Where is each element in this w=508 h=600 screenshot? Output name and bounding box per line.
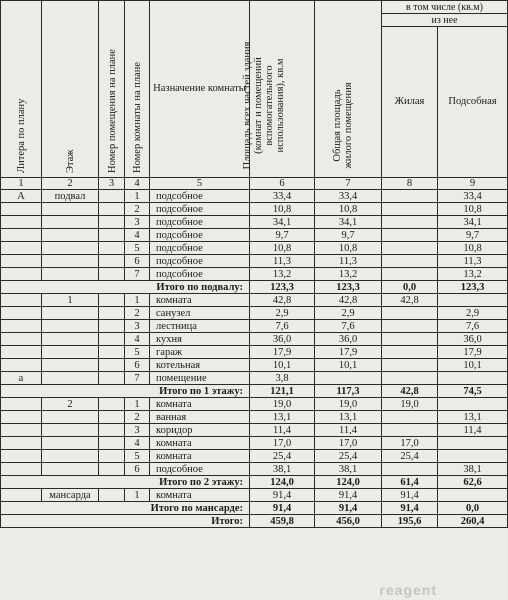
table-row bbox=[1, 255, 508, 268]
cell-literal bbox=[1, 203, 42, 216]
cell-living-total: 19,0 bbox=[315, 398, 382, 411]
cell-purpose: комната bbox=[150, 437, 250, 450]
cell-total-area: 10,1 bbox=[250, 359, 315, 372]
table-row bbox=[1, 216, 508, 229]
cell-room-number: 6 bbox=[125, 463, 150, 476]
total-label: Итого по 2 этажу: bbox=[1, 476, 250, 489]
cell-literal bbox=[1, 359, 42, 372]
total-a6: 459,8 bbox=[250, 515, 315, 528]
total-a8: 195,6 bbox=[382, 515, 438, 528]
cell-literal bbox=[1, 450, 42, 463]
cell-room-number: 5 bbox=[125, 346, 150, 359]
total-a8: 61,4 bbox=[382, 476, 438, 489]
cell-literal bbox=[1, 320, 42, 333]
cell-living bbox=[382, 372, 438, 385]
cell-total-area: 91,4 bbox=[250, 489, 315, 502]
cell-living bbox=[382, 424, 438, 437]
cell-room-number: 7 bbox=[125, 372, 150, 385]
header-living: Жилая bbox=[382, 27, 438, 178]
cell-premise-number bbox=[99, 411, 125, 424]
total-a6: 91,4 bbox=[250, 502, 315, 515]
cell-living-total: 7,6 bbox=[315, 320, 382, 333]
cell-premise-number bbox=[99, 320, 125, 333]
cell-purpose: помещение bbox=[150, 372, 250, 385]
total-label: Итого: bbox=[1, 515, 250, 528]
cell-room-number: 7 bbox=[125, 268, 150, 281]
cell-living bbox=[382, 359, 438, 372]
cell-purpose: котельная bbox=[150, 359, 250, 372]
cell-floor bbox=[42, 437, 99, 450]
cell-purpose: подсобное bbox=[150, 190, 250, 203]
cell-premise-number bbox=[99, 424, 125, 437]
cell-living bbox=[382, 411, 438, 424]
cell-literal bbox=[1, 307, 42, 320]
col-number: 3 bbox=[99, 178, 125, 190]
cell-purpose: подсобное bbox=[150, 463, 250, 476]
cell-premise-number bbox=[99, 203, 125, 216]
cell-total-area: 17,0 bbox=[250, 437, 315, 450]
cell-premise-number bbox=[99, 190, 125, 203]
cell-living-total: 42,8 bbox=[315, 294, 382, 307]
cell-purpose: подсобное bbox=[150, 242, 250, 255]
cell-living bbox=[382, 307, 438, 320]
cell-floor bbox=[42, 242, 99, 255]
cell-room-number: 4 bbox=[125, 333, 150, 346]
cell-literal bbox=[1, 437, 42, 450]
cell-floor bbox=[42, 372, 99, 385]
col-number: 6 bbox=[250, 178, 315, 190]
cell-floor: 1 bbox=[42, 294, 99, 307]
col-number: 4 bbox=[125, 178, 150, 190]
cell-auxiliary bbox=[438, 294, 508, 307]
cell-purpose: комната bbox=[150, 489, 250, 502]
table-body bbox=[1, 190, 508, 528]
cell-living bbox=[382, 203, 438, 216]
table-row bbox=[1, 203, 508, 216]
cell-total-area: 10,8 bbox=[250, 242, 315, 255]
cell-total-area: 19,0 bbox=[250, 398, 315, 411]
cell-total-area: 34,1 bbox=[250, 216, 315, 229]
total-a8: 91,4 bbox=[382, 502, 438, 515]
cell-living bbox=[382, 190, 438, 203]
cell-literal bbox=[1, 255, 42, 268]
cell-total-area: 13,2 bbox=[250, 268, 315, 281]
total-label: Итого по подвалу: bbox=[1, 281, 250, 294]
cell-living bbox=[382, 346, 438, 359]
cell-living-total: 13,2 bbox=[315, 268, 382, 281]
col-number: 5 bbox=[150, 178, 250, 190]
cell-living-total: 10,8 bbox=[315, 203, 382, 216]
cell-room-number: 4 bbox=[125, 229, 150, 242]
cell-floor bbox=[42, 463, 99, 476]
cell-floor bbox=[42, 307, 99, 320]
cell-premise-number bbox=[99, 268, 125, 281]
table-row bbox=[1, 489, 508, 502]
table-row bbox=[1, 320, 508, 333]
cell-total-area: 36,0 bbox=[250, 333, 315, 346]
cell-living-total: 33,4 bbox=[315, 190, 382, 203]
cell-floor bbox=[42, 229, 99, 242]
cell-room-number: 5 bbox=[125, 450, 150, 463]
cell-literal bbox=[1, 268, 42, 281]
total-a8: 42,8 bbox=[382, 385, 438, 398]
header-total-area: Площадь всех частей здания (комнат и помещений вспомогательного использования), кв.м bbox=[250, 1, 315, 178]
cell-floor bbox=[42, 346, 99, 359]
total-a6: 121,1 bbox=[250, 385, 315, 398]
cell-purpose: гараж bbox=[150, 346, 250, 359]
cell-floor bbox=[42, 424, 99, 437]
cell-room-number: 1 bbox=[125, 489, 150, 502]
total-a9: 260,4 bbox=[438, 515, 508, 528]
cell-floor bbox=[42, 216, 99, 229]
cell-room-number: 2 bbox=[125, 411, 150, 424]
table-row bbox=[1, 242, 508, 255]
cell-purpose: ванная bbox=[150, 411, 250, 424]
cell-living: 25,4 bbox=[382, 450, 438, 463]
cell-living: 42,8 bbox=[382, 294, 438, 307]
col-number: 8 bbox=[382, 178, 438, 190]
cell-literal bbox=[1, 489, 42, 502]
cell-living-total: 36,0 bbox=[315, 333, 382, 346]
cell-premise-number bbox=[99, 294, 125, 307]
cell-room-number: 1 bbox=[125, 398, 150, 411]
cell-living-total bbox=[315, 372, 382, 385]
cell-premise-number bbox=[99, 255, 125, 268]
cell-literal bbox=[1, 333, 42, 346]
cell-auxiliary bbox=[438, 450, 508, 463]
cell-purpose: кухня bbox=[150, 333, 250, 346]
total-a9: 123,3 bbox=[438, 281, 508, 294]
header-floor: Этаж bbox=[42, 1, 99, 178]
cell-auxiliary: 38,1 bbox=[438, 463, 508, 476]
cell-living bbox=[382, 333, 438, 346]
cell-living-total: 13,1 bbox=[315, 411, 382, 424]
cell-auxiliary: 11,4 bbox=[438, 424, 508, 437]
total-label: Итого по 1 этажу: bbox=[1, 385, 250, 398]
cell-living-total: 11,3 bbox=[315, 255, 382, 268]
header-auxiliary: Подсобная bbox=[438, 27, 508, 178]
cell-floor bbox=[42, 333, 99, 346]
cell-total-area: 10,8 bbox=[250, 203, 315, 216]
cell-living-total: 2,9 bbox=[315, 307, 382, 320]
cell-room-number: 5 bbox=[125, 242, 150, 255]
header-literal: Литера по плану bbox=[1, 1, 42, 178]
column-numbers-row bbox=[1, 178, 508, 190]
cell-room-number: 2 bbox=[125, 307, 150, 320]
cell-premise-number bbox=[99, 398, 125, 411]
cell-living bbox=[382, 216, 438, 229]
total-a6: 124,0 bbox=[250, 476, 315, 489]
cell-living bbox=[382, 463, 438, 476]
total-a7: 117,3 bbox=[315, 385, 382, 398]
cell-floor: 2 bbox=[42, 398, 99, 411]
cell-room-number: 1 bbox=[125, 190, 150, 203]
cell-room-number: 6 bbox=[125, 359, 150, 372]
table-row bbox=[1, 346, 508, 359]
total-a7: 91,4 bbox=[315, 502, 382, 515]
table-row bbox=[1, 229, 508, 242]
cell-living bbox=[382, 242, 438, 255]
table-row bbox=[1, 372, 508, 385]
cell-living-total: 25,4 bbox=[315, 450, 382, 463]
cell-literal bbox=[1, 216, 42, 229]
total-a7: 456,0 bbox=[315, 515, 382, 528]
table-row bbox=[1, 307, 508, 320]
cell-room-number: 3 bbox=[125, 320, 150, 333]
cell-premise-number bbox=[99, 463, 125, 476]
cell-purpose: комната bbox=[150, 398, 250, 411]
cell-premise-number bbox=[99, 450, 125, 463]
cell-total-area: 11,4 bbox=[250, 424, 315, 437]
cell-auxiliary: 13,2 bbox=[438, 268, 508, 281]
cell-literal: а bbox=[1, 372, 42, 385]
cell-room-number: 3 bbox=[125, 424, 150, 437]
header-living-total: Общая площадь жилого помещения bbox=[315, 1, 382, 178]
total-row bbox=[1, 502, 508, 515]
cell-auxiliary: 11,3 bbox=[438, 255, 508, 268]
table-row bbox=[1, 268, 508, 281]
cell-premise-number bbox=[99, 437, 125, 450]
cell-auxiliary: 17,9 bbox=[438, 346, 508, 359]
cell-floor: мансарда bbox=[42, 489, 99, 502]
cell-floor bbox=[42, 268, 99, 281]
cell-living-total: 9,7 bbox=[315, 229, 382, 242]
total-row bbox=[1, 476, 508, 489]
cell-auxiliary: 10,8 bbox=[438, 203, 508, 216]
cell-purpose: лестница bbox=[150, 320, 250, 333]
header-room-number: Номер комнаты на плане bbox=[125, 1, 150, 178]
cell-purpose: подсобное bbox=[150, 203, 250, 216]
cell-floor bbox=[42, 450, 99, 463]
header-purpose: Назначение комнаты bbox=[150, 1, 250, 178]
cell-room-number: 1 bbox=[125, 294, 150, 307]
cell-total-area: 9,7 bbox=[250, 229, 315, 242]
cell-auxiliary: 7,6 bbox=[438, 320, 508, 333]
cell-premise-number bbox=[99, 346, 125, 359]
cell-room-number: 3 bbox=[125, 216, 150, 229]
table-row bbox=[1, 398, 508, 411]
cell-literal bbox=[1, 229, 42, 242]
cell-total-area: 3,8 bbox=[250, 372, 315, 385]
cell-auxiliary: 10,8 bbox=[438, 242, 508, 255]
cell-literal bbox=[1, 242, 42, 255]
cell-living bbox=[382, 255, 438, 268]
cell-living: 17,0 bbox=[382, 437, 438, 450]
table-row bbox=[1, 463, 508, 476]
header-premise-number: Номер помещения на плане bbox=[99, 1, 125, 178]
cell-total-area: 11,3 bbox=[250, 255, 315, 268]
header-group-sub: из нее bbox=[382, 14, 508, 27]
table-row bbox=[1, 450, 508, 463]
cell-purpose: санузел bbox=[150, 307, 250, 320]
total-a9: 74,5 bbox=[438, 385, 508, 398]
total-label: Итого по мансарде: bbox=[1, 502, 250, 515]
col-number: 7 bbox=[315, 178, 382, 190]
cell-living: 19,0 bbox=[382, 398, 438, 411]
cell-premise-number bbox=[99, 242, 125, 255]
cell-literal bbox=[1, 398, 42, 411]
cell-living-total: 17,0 bbox=[315, 437, 382, 450]
total-row bbox=[1, 515, 508, 528]
cell-living-total: 38,1 bbox=[315, 463, 382, 476]
cell-living-total: 11,4 bbox=[315, 424, 382, 437]
table-row bbox=[1, 294, 508, 307]
cell-premise-number bbox=[99, 307, 125, 320]
total-a8: 0,0 bbox=[382, 281, 438, 294]
cell-premise-number bbox=[99, 229, 125, 242]
cell-literal bbox=[1, 411, 42, 424]
total-a6: 123,3 bbox=[250, 281, 315, 294]
cell-auxiliary: 13,1 bbox=[438, 411, 508, 424]
cell-living bbox=[382, 268, 438, 281]
cell-purpose: подсобное bbox=[150, 229, 250, 242]
cell-literal bbox=[1, 294, 42, 307]
cell-auxiliary bbox=[438, 372, 508, 385]
cell-auxiliary bbox=[438, 437, 508, 450]
cell-auxiliary: 10,1 bbox=[438, 359, 508, 372]
cell-room-number: 2 bbox=[125, 203, 150, 216]
table-row bbox=[1, 333, 508, 346]
total-a9: 0,0 bbox=[438, 502, 508, 515]
total-row bbox=[1, 385, 508, 398]
cell-purpose: подсобное bbox=[150, 255, 250, 268]
cell-premise-number bbox=[99, 333, 125, 346]
cell-literal: А bbox=[1, 190, 42, 203]
cell-floor: подвал bbox=[42, 190, 99, 203]
cell-premise-number bbox=[99, 216, 125, 229]
cell-auxiliary: 33,4 bbox=[438, 190, 508, 203]
total-row bbox=[1, 281, 508, 294]
cell-auxiliary: 36,0 bbox=[438, 333, 508, 346]
cell-auxiliary: 9,7 bbox=[438, 229, 508, 242]
cell-premise-number bbox=[99, 359, 125, 372]
table-row bbox=[1, 437, 508, 450]
table-row bbox=[1, 359, 508, 372]
cell-premise-number bbox=[99, 372, 125, 385]
total-a9: 62,6 bbox=[438, 476, 508, 489]
cell-living bbox=[382, 320, 438, 333]
table-row bbox=[1, 411, 508, 424]
cell-premise-number bbox=[99, 489, 125, 502]
cell-total-area: 42,8 bbox=[250, 294, 315, 307]
cell-total-area: 13,1 bbox=[250, 411, 315, 424]
cell-purpose: подсобное bbox=[150, 268, 250, 281]
cell-auxiliary bbox=[438, 398, 508, 411]
cell-total-area: 2,9 bbox=[250, 307, 315, 320]
total-a7: 124,0 bbox=[315, 476, 382, 489]
cell-purpose: коридор bbox=[150, 424, 250, 437]
cell-literal bbox=[1, 346, 42, 359]
cell-living-total: 10,1 bbox=[315, 359, 382, 372]
cell-total-area: 7,6 bbox=[250, 320, 315, 333]
cell-living-total: 91,4 bbox=[315, 489, 382, 502]
cell-living: 91,4 bbox=[382, 489, 438, 502]
cell-literal bbox=[1, 424, 42, 437]
cell-total-area: 17,9 bbox=[250, 346, 315, 359]
watermark: reagent bbox=[379, 582, 437, 598]
cell-living-total: 34,1 bbox=[315, 216, 382, 229]
cell-purpose: комната bbox=[150, 294, 250, 307]
col-number: 2 bbox=[42, 178, 99, 190]
cell-total-area: 33,4 bbox=[250, 190, 315, 203]
cell-room-number: 4 bbox=[125, 437, 150, 450]
cell-total-area: 38,1 bbox=[250, 463, 315, 476]
col-number: 1 bbox=[1, 178, 42, 190]
cell-floor bbox=[42, 320, 99, 333]
cell-auxiliary: 2,9 bbox=[438, 307, 508, 320]
cell-floor bbox=[42, 203, 99, 216]
table-row bbox=[1, 190, 508, 203]
cell-literal bbox=[1, 463, 42, 476]
cell-living-total: 17,9 bbox=[315, 346, 382, 359]
header-group-top: в том числе (кв.м) bbox=[382, 1, 508, 14]
cell-floor bbox=[42, 255, 99, 268]
cell-total-area: 25,4 bbox=[250, 450, 315, 463]
table-row bbox=[1, 424, 508, 437]
cell-purpose: комната bbox=[150, 450, 250, 463]
cell-living-total: 10,8 bbox=[315, 242, 382, 255]
cell-auxiliary bbox=[438, 489, 508, 502]
cell-floor bbox=[42, 411, 99, 424]
col-number: 9 bbox=[438, 178, 508, 190]
total-a7: 123,3 bbox=[315, 281, 382, 294]
cell-room-number: 6 bbox=[125, 255, 150, 268]
cell-auxiliary: 34,1 bbox=[438, 216, 508, 229]
cell-living bbox=[382, 229, 438, 242]
cell-floor bbox=[42, 359, 99, 372]
cell-purpose: подсобное bbox=[150, 216, 250, 229]
